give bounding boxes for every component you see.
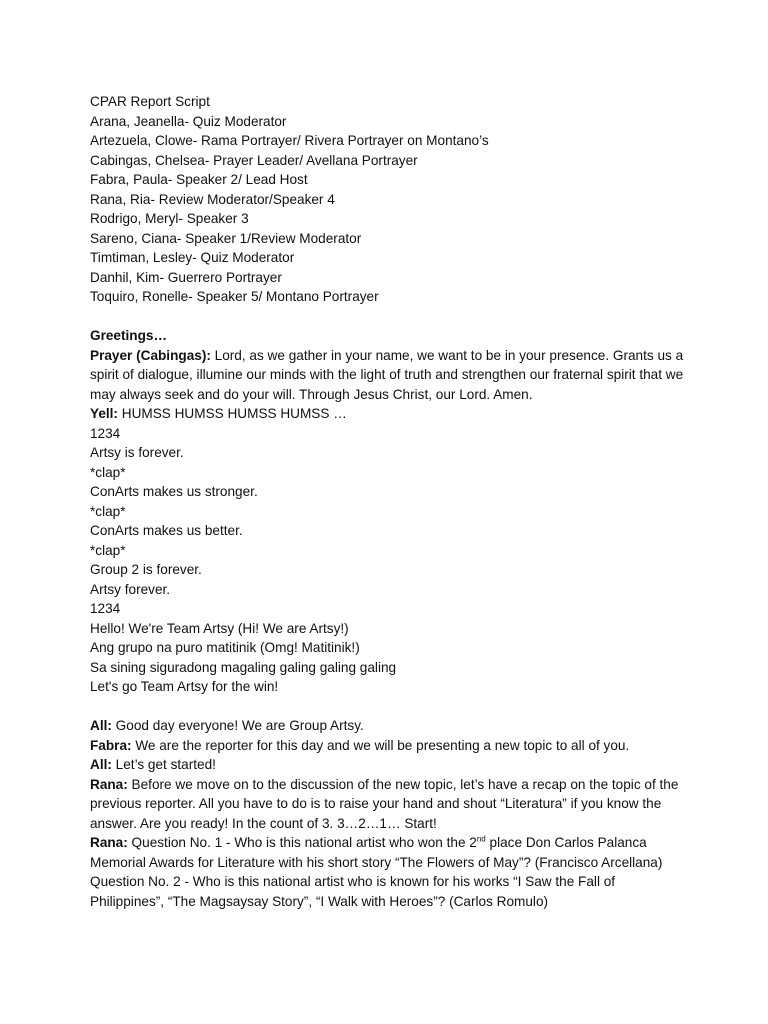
question-1-text: Question No. 1 - Who is this national artist who won the 2 [127,835,477,850]
dialogue-speaker: Rana: [90,835,128,850]
member-item: Timtiman, Lesley- Quiz Moderator [90,250,295,265]
prayer-paragraph [90,346,690,405]
yell-lyric: *clap* [90,503,126,519]
dialogue-line [90,716,690,736]
script-document [90,92,690,911]
dialogue-section [90,716,690,911]
dialogue-text: Good day everyone! We are Group Artsy. [111,718,364,733]
yell-lyric: Artsy forever. [90,581,171,597]
ordinal-suffix: nd [476,834,486,844]
dialogue-line [90,775,690,834]
dialogue-speaker: Fabra: [90,737,132,753]
yell-speaker: Yell: [90,406,118,421]
yell-lyric: Hello! We're Team Artsy (Hi! We are Artsy!) [90,620,349,636]
member-item: Cabingas, Chelsea- Prayer Leader/ Avellana Portrayer [90,152,418,168]
question-1-text-cont: place Don Carlos Palanca Memorial Awards for Literature with his short story “The Flowers of May”? (Francisco Arcellana) [90,835,663,870]
yell-text: HUMSS HUMSS HUMSS HUMSS … [117,406,347,421]
yell-lyric: ConArts makes us better. [90,523,243,538]
member-item: Danhil, Kim- Guerrero Portrayer [90,269,282,285]
greetings-heading: Greetings… [90,328,168,343]
member-item: Sareno, Ciana- Speaker 1/Review Moderator [90,230,362,246]
question-2: Question No. 2 - Who is this national artist who is known for his works “I Saw the Fall of Philippines”, “The Magsaysay Story”, “I Walk with Heroes”? (Carlos Romulo) [90,874,616,909]
dialogue-speaker: Rana: [90,776,128,792]
prayer-text: Lord, as we gather in your name, we want to be in your presence. Grants us a spirit of dialogue, illumine our minds with the light of truth and strengthen our fraternal spirit that we may always seek and do your will. Through Jesus Christ, our Lord. Amen. [90,347,684,402]
spacer [90,307,690,327]
prayer-speaker: Prayer (Cabingas): [90,347,211,363]
yell-lyrics [90,424,690,697]
yell-lyric: Let's go Team Artsy for the win! [90,679,279,694]
yell-lyric: *clap* [90,464,126,480]
dialogue-speaker: All: [90,757,112,772]
member-item: Artezuela, Clowe- Rama Portrayer/ Rivera Portrayer on Montano’s [90,133,489,148]
member-item: Toquiro, Ronelle- Speaker 5/ Montano Portrayer [90,289,379,304]
dialogue-line [90,736,690,756]
member-item: Fabra, Paula- Speaker 2/ Lead Host [90,172,308,187]
yell-lyric: 1234 [90,601,121,616]
yell-lyric: Ang grupo na puro matitinik (Omg! Matitinik!) [90,640,360,655]
member-item: Rodrigo, Meryl- Speaker 3 [90,211,249,226]
dialogue-text: Let’s get started! [111,757,216,772]
yell-lyric: Sa sining siguradong magaling galing galing galing [90,659,397,675]
dialogue-speaker: All: [90,718,112,733]
yell-lyric: Artsy is forever. [90,445,184,460]
yell-lyric: ConArts makes us stronger. [90,484,258,499]
member-item: Arana, Jeanella- Quiz Moderator [90,113,287,129]
question-1 [90,833,690,872]
document-title: CPAR Report Script [90,94,210,109]
dialogue-text: Before we move on to the discussion of the new topic, let’s have a recap on the topic of the previous reporter. All you have to do is to raise your hand and shout “Literatura” if you know the answer. Are you ready! In the count of 3. 3…2…1… Start! [90,776,679,831]
yell-lyric: *clap* [90,542,126,558]
member-item: Rana, Ria- Review Moderator/Speaker 4 [90,191,335,207]
yell-lyric: Group 2 is forever. [90,562,202,577]
dialogue-text: We are the reporter for this day and we will be presenting a new topic to all of you. [131,737,630,753]
dialogue-line [90,755,690,775]
yell-line [90,404,690,424]
member-list [90,112,690,307]
spacer [90,697,690,717]
yell-lyric: 1234 [90,425,121,441]
